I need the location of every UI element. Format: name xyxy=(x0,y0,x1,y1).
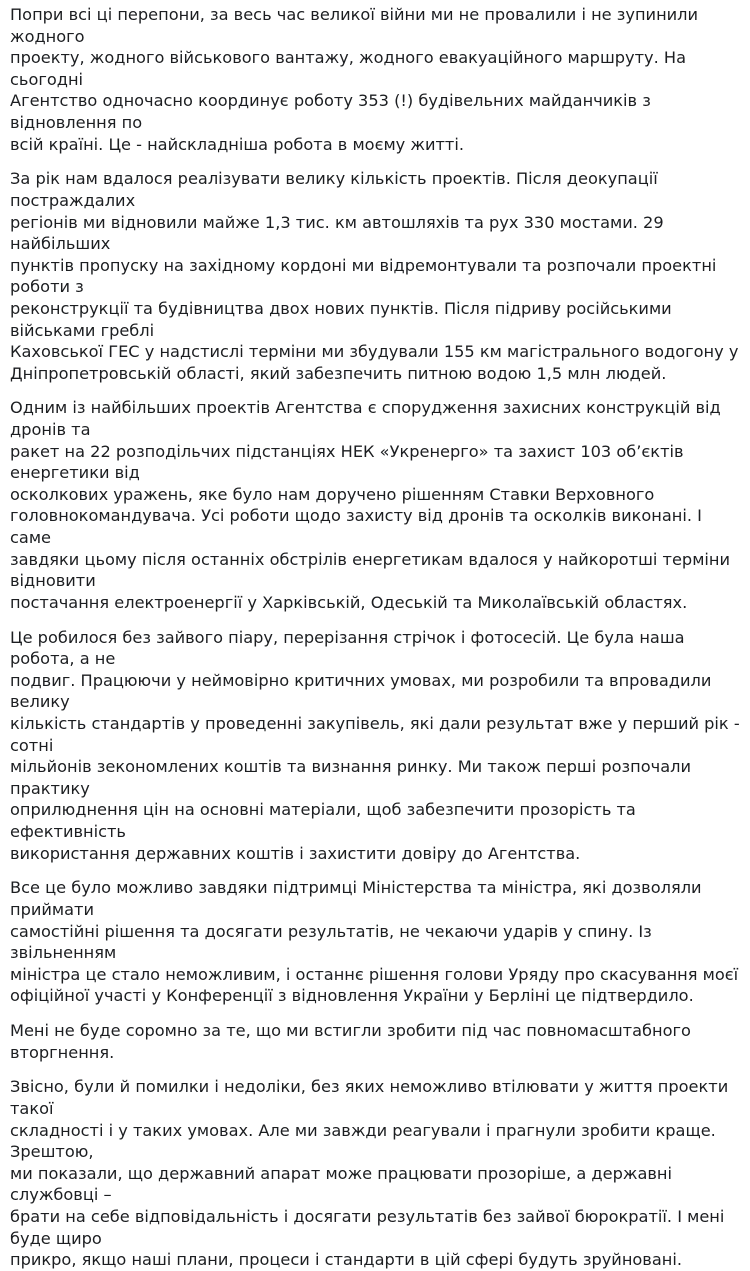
paragraph-no-shame: Мені не буде соромно за те, що ми встигли зробити під час повномасштабного вторгнення. xyxy=(10,1021,691,1062)
paragraph-ministry-support: Все це було можливо завдяки підтримці Міністерства та міністра, які дозволяли приймати самостійні рішення та досягати результатів, не чекаючи ударів у спину. Із звільненням міністра це стало неможливим, і останнє рішення голови Уряду про скасування моєї офіційної участі у Конференції з відновлення України у Берліні це підтвердило. xyxy=(10,878,739,1006)
paragraph-achievements: За рік нам вдалося реалізувати велику кількість проектів. Після деокупації постраждалих регіонів ми відновили майже 1,3 тис. км автошляхів та рух 330 мостами. 29 найбільших пунктів пропуску на західному кордоні ми відремонтували та розпочали проектні роботи з реконструкції та будівництва двох нових пунктів. Після підриву російськими військами греблі Каховської ГЕС у надстислі терміни ми збудували 155 км магістрального водогону у Дніпропетровській області, який забезпечить питною водою 1,5 млн людей. xyxy=(10,169,739,383)
paragraph-procurement: Це робилося без зайвого піару, перерізання стрічок і фотосесій. Це була наша робота, а не подвиг. Працюючи у неймовірно критичних умовах, ми розробили та впровадили велику кількість стандартів у проведенні закупівель, які дали результат вже у перший рік - сотні мільйонів зекономлених коштів та визнання ринку. Ми також перші розпочали практику оприлюднення цін на основні матеріали, щоб забезпечити прозорість та ефективність використання державних коштів і захистити довіру до Агентства. xyxy=(10,627,740,863)
paragraph-intro: Попри всі ці перепони, за весь час великої війни ми не провалили і не зупинили жодного проекту, жодного військового вантажу, жодного евакуаційного маршруту. На сьогодні Агентство одночасно координує роботу 353 (!) будівельних майданчиків з відновлення по всій країні. Це - найскладніша робота в моєму житті. xyxy=(10,5,699,154)
paragraph-energy-protection: Одним із найбільших проектів Агентства є спорудження захисних конструкцій від дронів та ракет на 22 розподільчих підстанціях НЕК «Укренерго» та захист 103 об’єктів енергетики від осколкових уражень, яке було нам доручено рішенням Ставки Верховного головнокомандувача. Усі роботи щодо захисту від дронів та осколків виконані. І саме завдяки цьому після останніх обстрілів енергетикам вдалося у найкоротші терміни відновити постачання електроенергії у Харківській, Одеській та Миколаївській областях. xyxy=(10,398,731,612)
paragraph-conclusion: Звісно, були й помилки і недоліки, без яких неможливо втілювати у життя проекти такої складності і у таких умовах. Але ми завжди реагували і прагнули зробити краще. Зрештою, ми показали, що державний апарат може працювати прозоріше, а державні службовці – брати на себе відповідальність і досягати результатів без зайвої бюрократії. І мені буде щиро прикро, якщо наші плани, процеси і стандарти в цій сфері будуть зруйновані. xyxy=(10,1077,729,1270)
